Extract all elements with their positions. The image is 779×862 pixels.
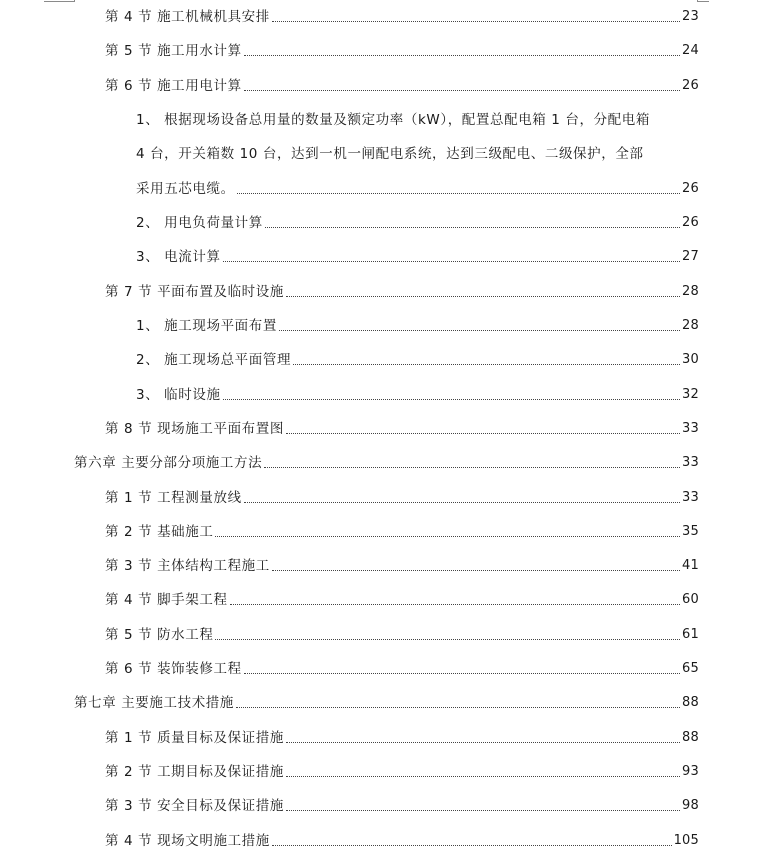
toc-entry[interactable] — [105, 797, 699, 815]
toc-entry-title: 第 1 节 工程测量放线 — [105, 490, 242, 506]
toc-entry-page: 105 — [673, 833, 699, 848]
toc-chapter-entry[interactable] — [74, 694, 699, 712]
toc-entry[interactable] — [136, 214, 699, 232]
toc-entry-wrapped-line[interactable]: 1、 根据现场设备总用量的数量及额定功率（kW），配置总配电箱 1 台，分配电箱 — [136, 112, 650, 128]
toc-entry[interactable] — [136, 386, 699, 404]
toc-entry-page: 35 — [682, 524, 699, 539]
toc-entry-page: 26 — [682, 215, 699, 230]
toc-entry-title: 1、 施工现场平面布置 — [136, 318, 277, 334]
toc-entry-page: 23 — [682, 9, 699, 24]
toc-entry-page: 24 — [682, 43, 699, 58]
toc-entry[interactable] — [136, 317, 699, 335]
toc-entry[interactable] — [105, 660, 699, 678]
page-corner-mark-left — [44, 1, 74, 2]
toc-entry-title: 第 4 节 脚手架工程 — [105, 592, 228, 608]
toc-leader-dots — [286, 742, 680, 743]
toc-entry-title: 第 6 节 装饰装修工程 — [105, 661, 242, 677]
toc-entry-page: 88 — [682, 730, 699, 745]
toc-entry-title: 第 3 节 主体结构工程施工 — [105, 558, 270, 574]
toc-leader-dots — [265, 227, 680, 228]
toc-entry[interactable] — [136, 351, 699, 369]
toc-leader-dots — [272, 21, 680, 22]
toc-entry-title: 第 6 节 施工用电计算 — [105, 78, 242, 94]
toc-entry[interactable] — [136, 180, 699, 198]
toc-entry[interactable] — [105, 42, 699, 60]
toc-entry-title: 第 8 节 现场施工平面布置图 — [105, 421, 284, 437]
toc-leader-dots — [244, 502, 680, 503]
toc-entry-title: 第 4 节 施工机械机具安排 — [105, 9, 270, 25]
toc-entry[interactable] — [136, 248, 699, 266]
toc-entry-page: 33 — [682, 490, 699, 505]
toc-leader-dots — [237, 193, 680, 194]
toc-leader-dots — [279, 330, 680, 331]
toc-entry-title: 第七章 主要施工技术措施 — [74, 695, 234, 711]
toc-chapter-entry[interactable] — [74, 454, 699, 472]
toc-leader-dots — [272, 845, 672, 846]
toc-entry-title: 3、 临时设施 — [136, 387, 221, 403]
toc-entry-page: 30 — [682, 352, 699, 367]
toc-leader-dots — [230, 604, 680, 605]
toc-entry[interactable] — [105, 591, 699, 609]
toc-entry-title: 第 2 节 基础施工 — [105, 524, 214, 540]
toc-entry[interactable] — [105, 420, 699, 438]
toc-entry-page: 33 — [682, 455, 699, 470]
toc-leader-dots — [236, 707, 680, 708]
toc-entry[interactable] — [105, 763, 699, 781]
toc-leader-dots — [223, 261, 680, 262]
toc-entry-page: 93 — [682, 764, 699, 779]
toc-leader-dots — [244, 55, 680, 56]
toc-leader-dots — [223, 399, 680, 400]
toc-entry-page: 98 — [682, 798, 699, 813]
toc-leader-dots — [244, 90, 680, 91]
toc-entry-title: 第 3 节 安全目标及保证措施 — [105, 798, 284, 814]
toc-entry-page: 28 — [682, 284, 699, 299]
toc-entry[interactable] — [105, 8, 699, 26]
toc-entry-page: 33 — [682, 421, 699, 436]
toc-entry-title: 第 4 节 现场文明施工措施 — [105, 833, 270, 849]
toc-entry-title: 第 1 节 质量目标及保证措施 — [105, 730, 284, 746]
toc-entry-page: 88 — [682, 695, 699, 710]
toc-entry-wrapped-line[interactable]: 4 台，开关箱数 10 台，达到一机一闸配电系统，达到三级配电、二级保护，全部 — [136, 146, 644, 162]
toc-leader-dots — [286, 433, 680, 434]
toc-entry-page: 65 — [682, 661, 699, 676]
toc-entry-page: 28 — [682, 318, 699, 333]
toc-leader-dots — [244, 673, 680, 674]
toc-leader-dots — [286, 776, 680, 777]
toc-entry-page: 32 — [682, 387, 699, 402]
toc-entry-title: 采用五芯电缆。 — [136, 181, 235, 197]
toc-entry-page: 41 — [682, 558, 699, 573]
page-corner-mark-left-vertical — [74, 0, 75, 2]
toc-entry[interactable] — [105, 77, 699, 95]
toc-entry-title: 第 5 节 施工用水计算 — [105, 43, 242, 59]
toc-entry-page: 26 — [682, 78, 699, 93]
toc-leader-dots — [264, 467, 680, 468]
toc-entry[interactable] — [105, 729, 699, 747]
toc-entry[interactable] — [105, 832, 699, 850]
toc-leader-dots — [286, 810, 680, 811]
toc-leader-dots — [215, 639, 680, 640]
toc-entry-title: 2、 用电负荷量计算 — [136, 215, 263, 231]
toc-entry[interactable] — [105, 626, 699, 644]
page-corner-mark-right — [697, 1, 709, 2]
toc-entry[interactable] — [105, 557, 699, 575]
toc-leader-dots — [215, 536, 680, 537]
toc-entry-title: 2、 施工现场总平面管理 — [136, 352, 292, 368]
toc-entry-page: 60 — [682, 592, 699, 607]
toc-entry-page: 61 — [682, 627, 699, 642]
toc-entry-title: 第 7 节 平面布置及临时设施 — [105, 284, 284, 300]
toc-entry-page: 27 — [682, 249, 699, 264]
toc-entry-title: 3、 电流计算 — [136, 249, 221, 265]
toc-leader-dots — [293, 364, 680, 365]
toc-leader-dots — [286, 296, 680, 297]
toc-entry[interactable] — [105, 283, 699, 301]
page-corner-mark-right-vertical — [697, 0, 698, 2]
toc-entry-title: 第 5 节 防水工程 — [105, 627, 214, 643]
toc-entry[interactable] — [105, 523, 699, 541]
toc-entry-title: 第六章 主要分部分项施工方法 — [74, 455, 263, 471]
toc-entry[interactable] — [105, 489, 699, 507]
toc-leader-dots — [272, 570, 680, 571]
toc-entry-title: 第 2 节 工期目标及保证措施 — [105, 764, 284, 780]
toc-entry-page: 26 — [682, 181, 699, 196]
